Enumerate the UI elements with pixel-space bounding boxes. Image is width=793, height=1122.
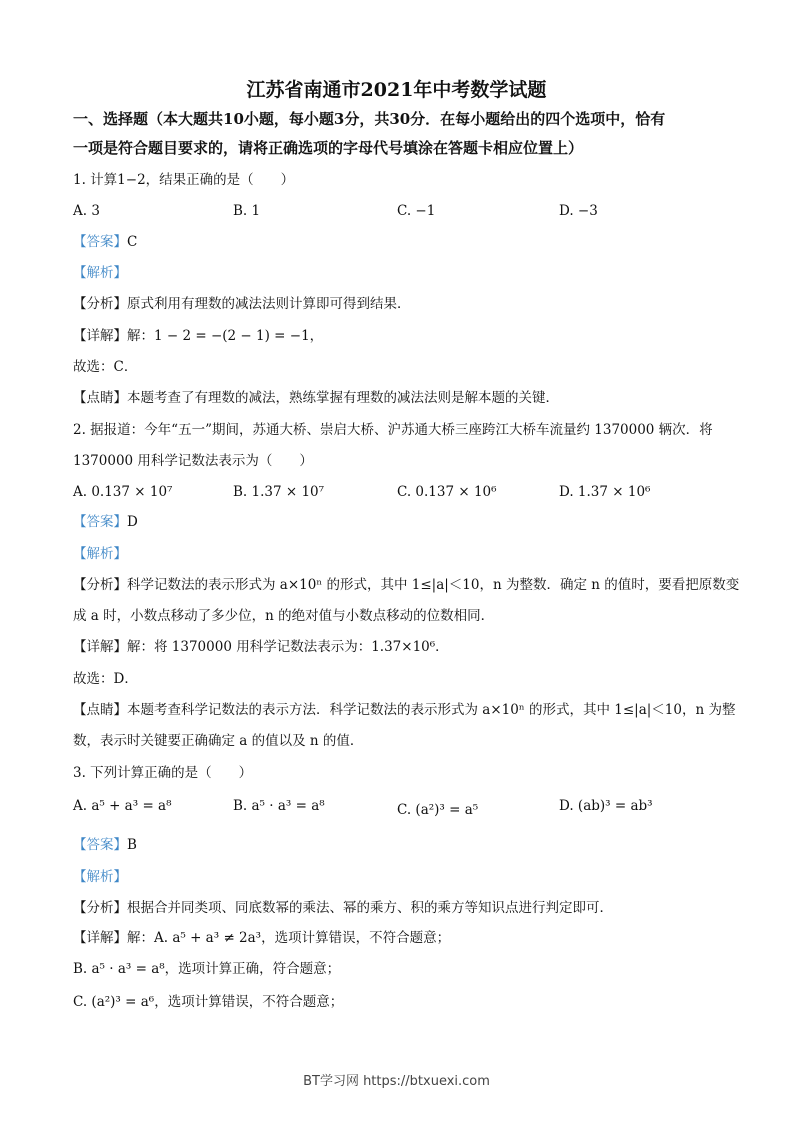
xiangjie: 【详解】解：1 − 2 = −(2 − 1) = −1， [73,328,324,344]
fenxi: 【分析】原式利用有理数的减法法则计算即可得到结果． [73,296,411,312]
fenxi: 成 a 时，小数点移动了多少位，n 的绝对值与小数点移动的位数相同． [73,608,495,624]
answer-line [73,835,137,855]
xiangjie: 【详解】解：将 1370000 用科学记数法表示为：1.37×10⁶． [73,639,449,655]
answer: C [127,234,138,250]
option-c: C. 0.137 × 10⁶ [397,484,497,500]
question-3-stem: 3. 下列计算正确的是（ ） [73,765,253,781]
option-d: D. 1.37 × 10⁶ [559,484,651,500]
option-a: A. 3 [73,203,100,219]
xiangjie: 【详解】解：A. a⁵ + a³ ≠ 2a³，选项计算错误，不符合题意； [73,930,451,946]
section-heading: 一、选择题（本大题共10小题，每小题3分，共30分．在每小题给出的四个选项中，恰有 [73,110,666,128]
fenxi: 【分析】根据合并同类项、同底数幂的乘法、幂的乘方、积的乘方等知识点进行判定即可． [73,900,613,916]
analysis-tag: 【解析】 [73,869,127,885]
answer-tag: 【答案】 [73,234,127,250]
option-b: B. a⁵ · a³ = a⁸ [233,798,325,814]
fenxi: 【分析】科学记数法的表示形式为 a×10ⁿ 的形式，其中 1≤|a|＜10，n 为整数．确定 n 的值时，要看把原数变 [73,577,740,593]
dianjing: 【点睛】本题考查科学记数法的表示方法．科学记数法的表示形式为 a×10ⁿ 的形式，其中 1≤|a|＜10，n 为整 [73,702,736,718]
question-2-stem: 2. 据报道：今年“五一”期间，苏通大桥、崇启大桥、沪苏通大桥三座跨江大桥车流量约 1370000 辆次．将 [73,422,713,438]
section-heading: 一项是符合题目要求的，请将正确选项的字母代号填涂在答题卡相应位置上） [73,139,584,157]
analysis-tag: 【解析】 [73,546,127,562]
analysis-tag: 【解析】 [73,265,127,281]
dianjing: 数，表示时关键要正确确定 a 的值以及 n 的值． [73,733,364,749]
dianjing: 【点睛】本题考查了有理数的减法，熟练掌握有理数的减法法则是解本题的关键． [73,390,559,406]
guxuan: 故选：C． [73,359,138,375]
xiangjie: C. (a²)³ = a⁶，选项计算错误，不符合题意； [73,994,344,1010]
option-b: B. 1.37 × 10⁷ [233,484,325,500]
guxuan: 故选：D． [73,671,138,687]
answer-line [73,232,137,252]
answer-line [73,512,138,532]
option-d: D. −3 [559,203,598,219]
option-b: B. 1 [233,203,261,219]
question-2-stem: 1370000 用科学记数法表示为（ ） [73,453,313,469]
answer-tag: 【答案】 [73,514,127,530]
option-c: C. −1 [397,203,436,219]
option-c: C. (a²)³ = a⁵ [397,802,479,818]
question-1-stem: 1. 计算1−2，结果正确的是（ ） [73,172,295,188]
xiangjie: B. a⁵ · a³ = a⁸，选项计算正确，符合题意； [73,961,341,977]
answer: B [127,837,137,853]
option-a: A. 0.137 × 10⁷ [73,484,173,500]
option-d: D. (ab)³ = ab³ [559,798,653,814]
answer-tag: 【答案】 [73,837,127,853]
answer: D [127,514,138,530]
page-title: 江苏省南通市2021年中考数学试题 [246,79,547,101]
option-a: A. a⁵ + a³ = a⁸ [73,798,172,814]
footer-watermark: BT学习网 https://btxuexi.com [303,1074,490,1089]
